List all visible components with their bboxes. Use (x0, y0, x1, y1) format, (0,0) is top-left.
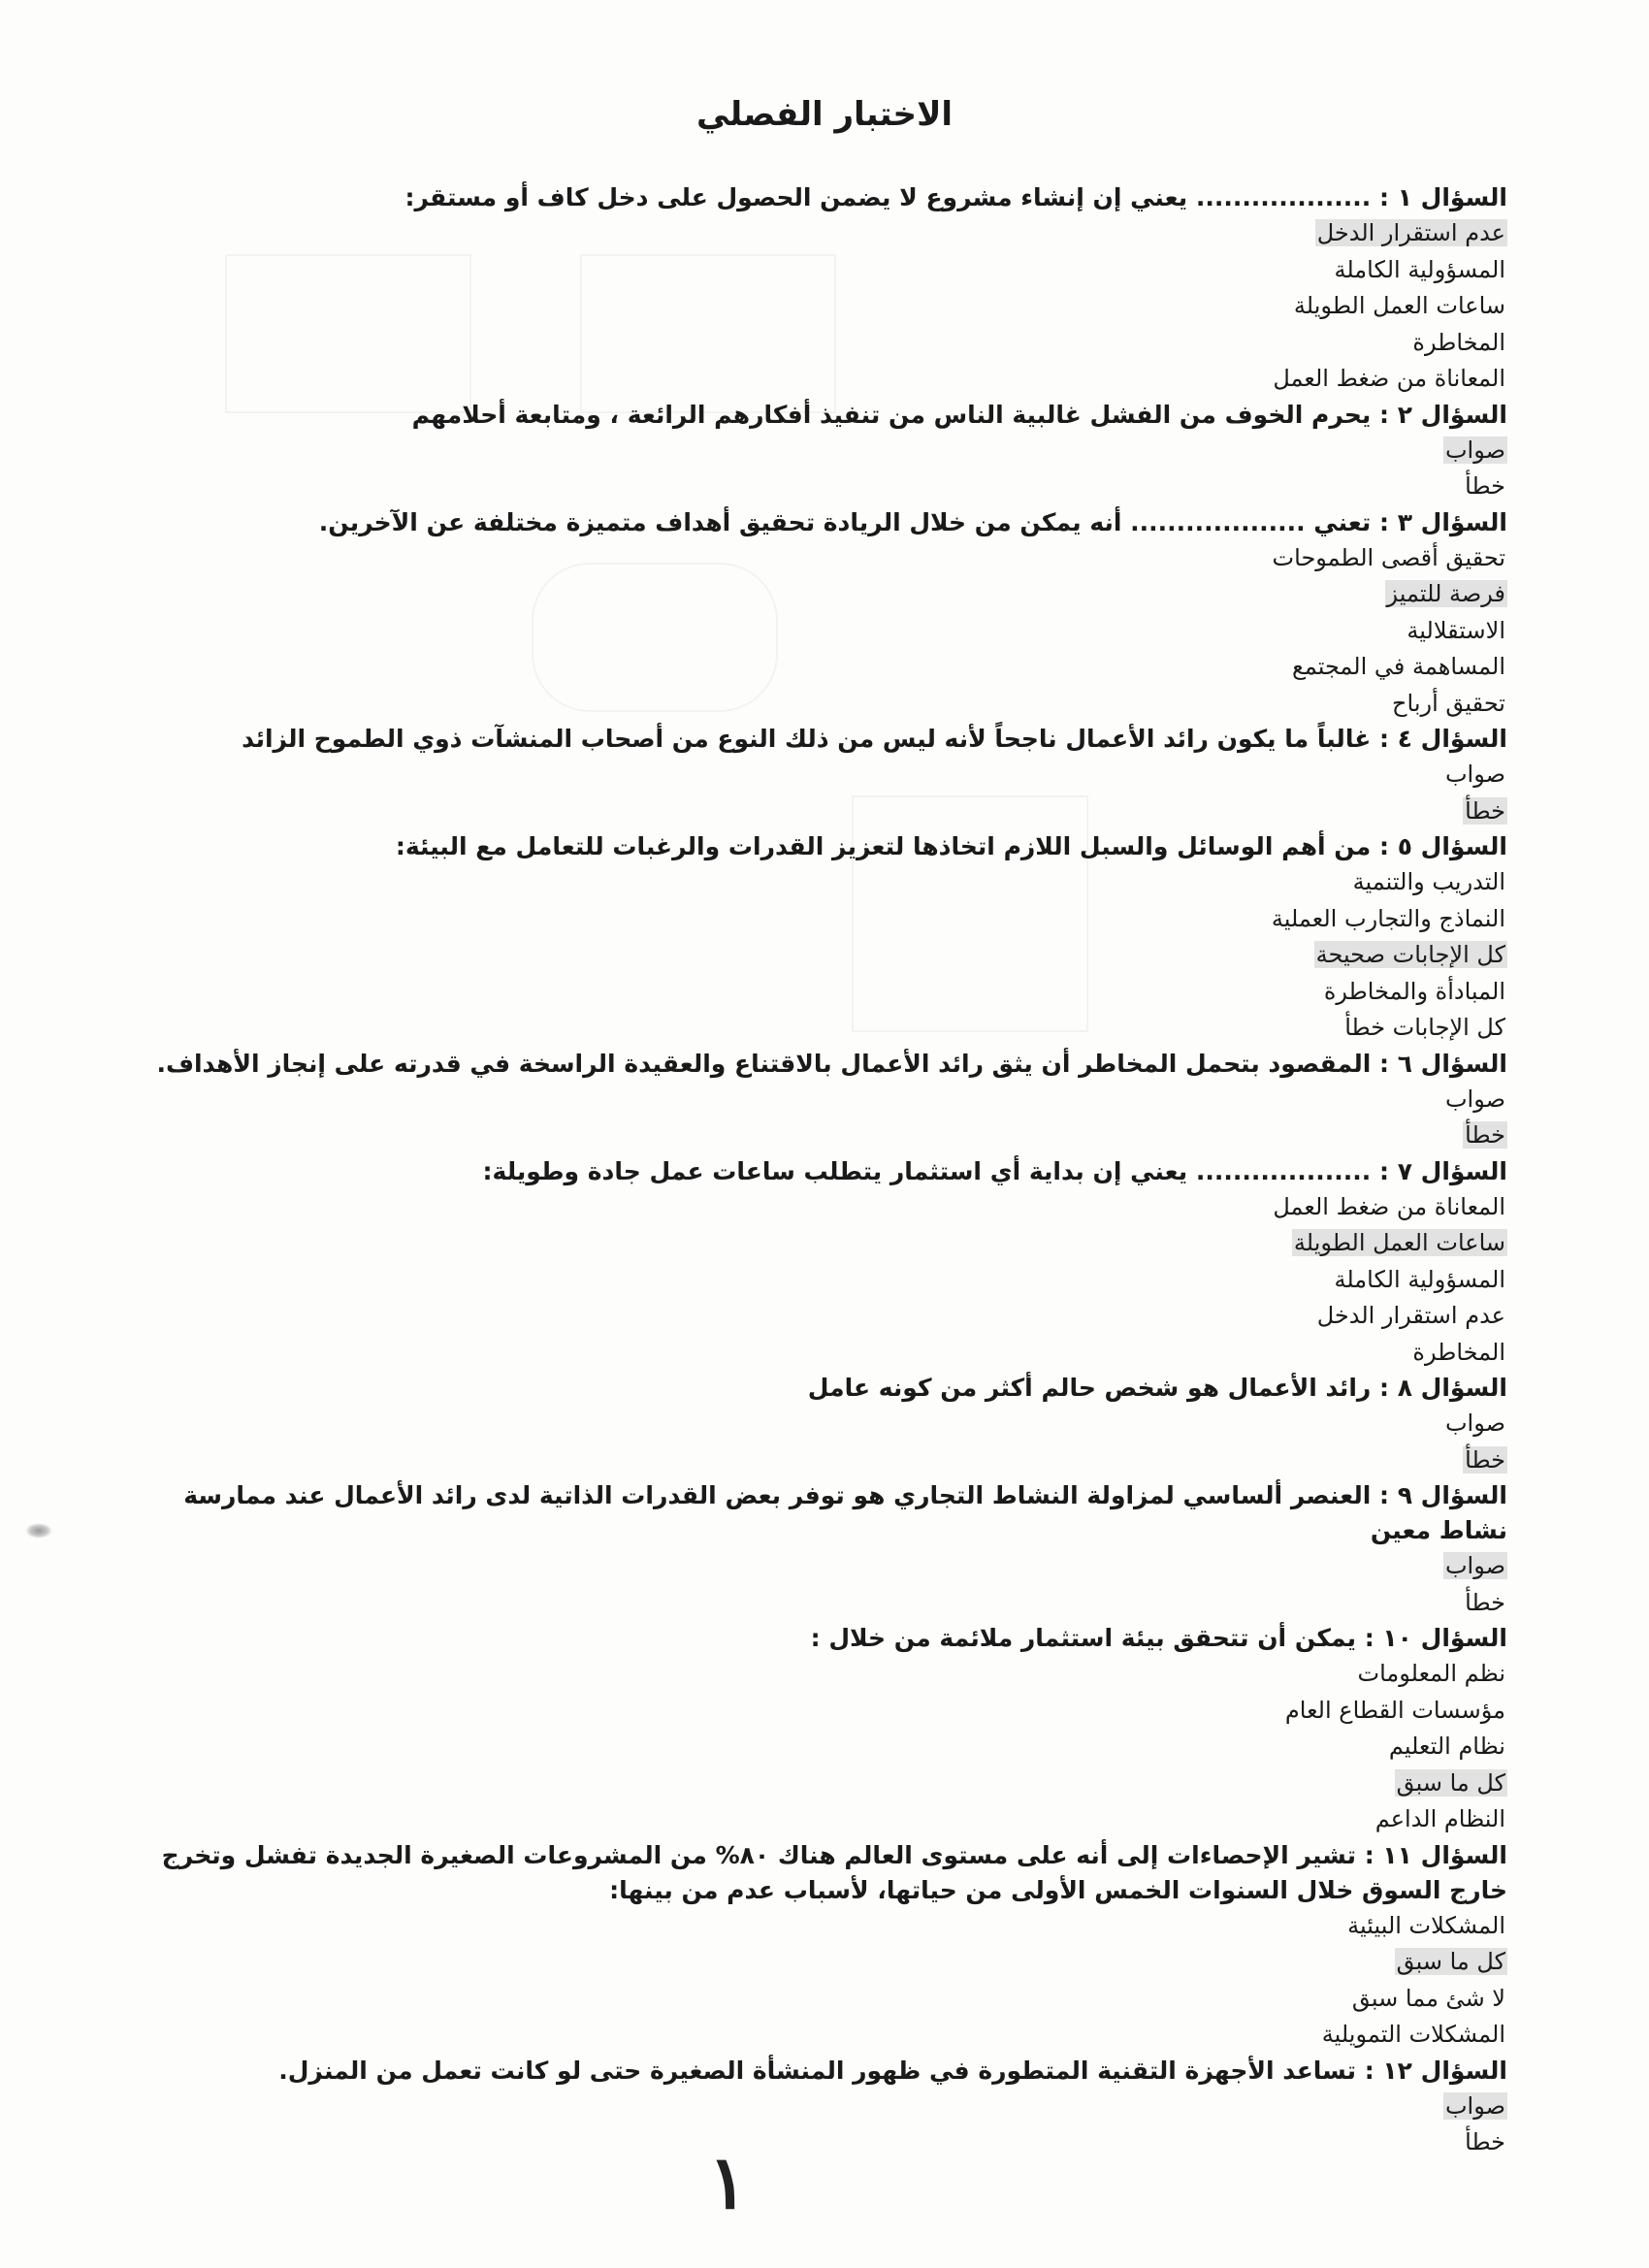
answer-option[interactable]: النظام الداعم (1374, 1805, 1505, 1832)
answer-option[interactable]: كل الإجابات صحيحة (1315, 941, 1505, 968)
answer-option[interactable]: كل الإجابات خطأ (1344, 1014, 1505, 1041)
answer-option[interactable]: نظام التعليم (1388, 1733, 1505, 1760)
answer-option[interactable]: المبادأة والمخاطرة (1323, 977, 1505, 1005)
answer-option[interactable]: صواب (1444, 761, 1505, 788)
answer-option[interactable]: خطأ (1465, 1121, 1505, 1149)
answer-option[interactable]: الاستقلالية (1406, 616, 1505, 644)
question-text: السؤال ٨ : رائد الأعمال هو شخص حالم أكثر من كونه عامل (807, 1374, 1507, 1402)
answer-option[interactable]: ساعات العمل الطويلة (1293, 292, 1505, 319)
answer-option[interactable]: مؤسسات القطاع العام (1284, 1696, 1505, 1724)
answer-option[interactable]: المساهمة في المجتمع (1292, 653, 1505, 680)
question-text: السؤال ٧ : ................... يعني إن بداية أي استثمار يتطلب ساعات عمل جادة وطويلة: (482, 1156, 1507, 1185)
question-block (140, 1047, 1507, 1154)
question-block (140, 2054, 1507, 2161)
question-block (140, 1371, 1507, 1478)
answer-option[interactable]: المشكلات التمويلية (1321, 2021, 1505, 2048)
answer-option[interactable]: ساعات العمل الطويلة (1293, 1229, 1505, 1256)
answer-option[interactable]: عدم استقرار الدخل (1316, 219, 1505, 246)
page-number: ١ (708, 2139, 748, 2225)
answer-option[interactable]: خطأ (1465, 1445, 1505, 1474)
question-text: السؤال ٢ : يحرم الخوف من الفشل غالبية الناس من تنفيذ أفكارهم الرائعة ، ومتابعة أحلامهم (411, 400, 1507, 429)
answer-option[interactable]: تحقيق أقصى الطموحات (1272, 543, 1505, 571)
question-text: السؤال ٥ : من أهم الوسائل والسبل اللازم اتخاذها لتعزيز القدرات والرغبات للتعامل مع البيئة: (395, 832, 1507, 860)
answer-option[interactable]: التدريب والتنمية (1352, 868, 1505, 895)
answer-option[interactable]: المخاطرة (1412, 1338, 1505, 1366)
question-text: السؤال ٤ : غالباً ما يكون رائد الأعمال ناجحاً لأنه ليس من ذلك النوع من أصحاب المنشآت ذوي الطموح الزائد (242, 725, 1507, 753)
question-block (140, 398, 1507, 505)
question-block (140, 1478, 1507, 1621)
answer-option[interactable]: المسؤولية الكاملة (1334, 1265, 1505, 1293)
answer-option[interactable]: خطأ (1465, 1588, 1505, 1616)
answer-option[interactable]: المعاناة من ضغط العمل (1273, 1192, 1505, 1220)
question-text: السؤال ١٠ : يمكن أن تتحقق بيئة استثمار ملائمة من خلال : (810, 1624, 1507, 1652)
answer-option[interactable]: كل ما سبق (1396, 1768, 1505, 1797)
question-text: السؤال ١٢ : تساعد الأجهزة التقنية المتطورة في ظهور المنشأة الصغيرة حتى لو كانت تعمل من المنزل. (278, 2056, 1507, 2085)
question-block (140, 1154, 1507, 1372)
question-text: السؤال ٦ : المقصود بتحمل المخاطر أن يثق رائد الأعمال بالاقتناع والعقيدة الراسخة في قدرته على إنجاز الأهداف. (156, 1049, 1507, 1078)
answer-option[interactable]: المسؤولية الكاملة (1334, 255, 1505, 283)
question-text: السؤال ٣ : تعني ................... أنه يمكن من خلال الريادة تحقيق أهداف متميزة مختلفة عن الآخرين. (318, 507, 1507, 536)
question-block (140, 1621, 1507, 1838)
answer-option[interactable]: النماذج والتجارب العملية (1271, 904, 1505, 932)
question-text: السؤال ١ : ................... يعني إن إنشاء مشروع لا يضمن الحصول على دخل كاف أو مستقر: (404, 183, 1507, 211)
question-block (140, 829, 1507, 1047)
answer-option[interactable]: كل ما سبق (1396, 1948, 1505, 1975)
question-block (140, 1838, 1507, 2054)
answer-option[interactable]: صواب (1444, 1085, 1505, 1113)
answer-option[interactable]: خطأ (1465, 2128, 1505, 2155)
answer-option[interactable]: صواب (1444, 1409, 1505, 1437)
answer-option[interactable]: صواب (1444, 2091, 1505, 2120)
answer-option[interactable]: لا شئ مما سبق (1351, 1984, 1505, 2012)
answer-option[interactable]: خطأ (1465, 472, 1505, 500)
answer-option[interactable]: نظم المعلومات (1357, 1660, 1505, 1687)
answer-option[interactable]: خطأ (1465, 796, 1505, 825)
answer-option[interactable]: تحقيق أرباح (1392, 689, 1505, 717)
question-text: السؤال ١١ : تشير الإحصاءات إلى أنه على مستوى العالم هناك ٨٠% من المشروعات الصغيرة الجديدة تفشل وتخرج خارج السوق خلال السنوات الخمس الأولى من حياتها، لأسباب عدم من بينها: (161, 1840, 1507, 1904)
scan-smudge (25, 1523, 52, 1539)
answer-option[interactable]: المعاناة من ضغط العمل (1273, 365, 1505, 392)
answer-option[interactable]: صواب (1444, 436, 1505, 464)
answer-option[interactable]: صواب (1444, 1552, 1505, 1579)
exam-title: الاختبار الفصلي (695, 95, 954, 134)
question-block (140, 505, 1507, 723)
question-text: السؤال ٩ : العنصر ألساسي لمزاولة النشاط التجاري هو توفر بعض القدرات الذاتية لدى رائد الأعمال عند ممارسة نشاط معين (183, 1481, 1507, 1544)
question-block (140, 722, 1507, 829)
questions-list (140, 180, 1507, 2161)
answer-option[interactable]: المشكلات البيئية (1347, 1911, 1505, 1939)
answer-option[interactable]: فرصة للتميز (1386, 580, 1505, 607)
answer-option[interactable]: المخاطرة (1412, 328, 1505, 356)
answer-option[interactable]: عدم استقرار الدخل (1316, 1302, 1505, 1329)
question-block (140, 180, 1507, 398)
